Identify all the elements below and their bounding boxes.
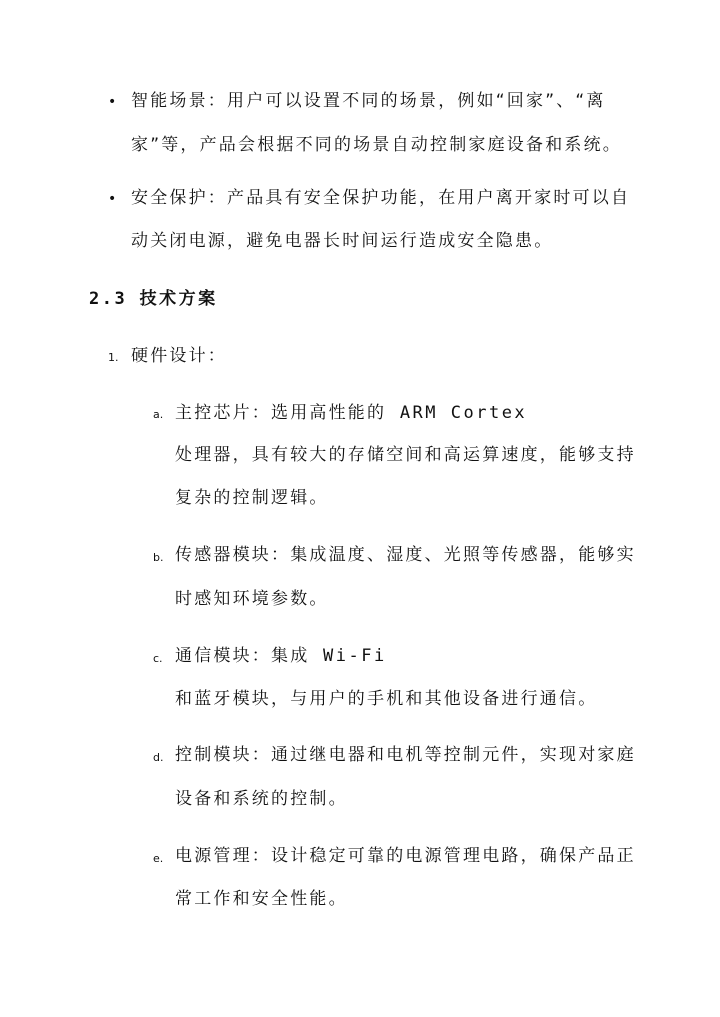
- sub-item-a-line-1: [175, 401, 527, 425]
- sub-item-a-line-2: 处理器，具有较大的存储空间和高运算速度，能够支持: [175, 445, 636, 465]
- section-number: 2.3: [89, 289, 128, 309]
- bullet-2-line-1: 安全保护：产品具有安全保护功能，在用户离开家时可以自: [131, 188, 631, 208]
- sub-item-e-line-2: 常工作和安全性能。: [175, 889, 348, 909]
- sub-item-a-line-3: 复杂的控制逻辑。: [175, 488, 329, 508]
- sub-item-d-line-2: 设备和系统的控制。: [175, 789, 348, 809]
- sub-marker-e: e.: [153, 852, 164, 865]
- numbered-marker-1: 1.: [108, 351, 119, 364]
- sub-item-b-line-1: 传感器模块：集成温度、湿度、光照等传感器，能够实: [175, 545, 636, 565]
- bullet-dot-1: •: [108, 94, 117, 110]
- section-title: 技术方案: [139, 289, 218, 309]
- sub-item-a-prefix: 主控芯片：选用高性能的: [175, 403, 387, 423]
- sub-item-c-line-1: [175, 644, 387, 668]
- sub-marker-b: b.: [153, 551, 164, 564]
- sub-item-c-prefix: 通信模块：集成: [175, 646, 310, 666]
- sub-item-e-line-1: 电源管理：设计稳定可靠的电源管理电路，确保产品正: [175, 846, 636, 866]
- sub-marker-d: d.: [153, 751, 164, 764]
- sub-item-a-mono: ARM Cortex: [399, 403, 528, 423]
- sub-marker-c: c.: [153, 652, 163, 665]
- section-heading: [89, 287, 218, 311]
- sub-item-c-line-2: 和蓝牙模块，与用户的手机和其他设备进行通信。: [175, 689, 598, 709]
- bullet-1-line-1: 智能场景：用户可以设置不同的场景，例如“回家”、“离: [131, 91, 606, 111]
- sub-item-c-mono: Wi-Fi: [323, 646, 387, 666]
- sub-item-b-line-2: 时感知环境参数。: [175, 589, 329, 609]
- bullet-2-line-2: 动关闭电源，避免电器长时间运行造成安全隐患。: [131, 231, 554, 251]
- numbered-label-1: 硬件设计：: [131, 346, 227, 366]
- sub-marker-a: a.: [153, 408, 164, 421]
- bullet-1-line-2: 家”等，产品会根据不同的场景自动控制家庭设备和系统。: [131, 135, 623, 155]
- sub-item-d-line-1: 控制模块：通过继电器和电机等控制元件，实现对家庭: [175, 745, 636, 765]
- bullet-dot-2: •: [108, 191, 117, 207]
